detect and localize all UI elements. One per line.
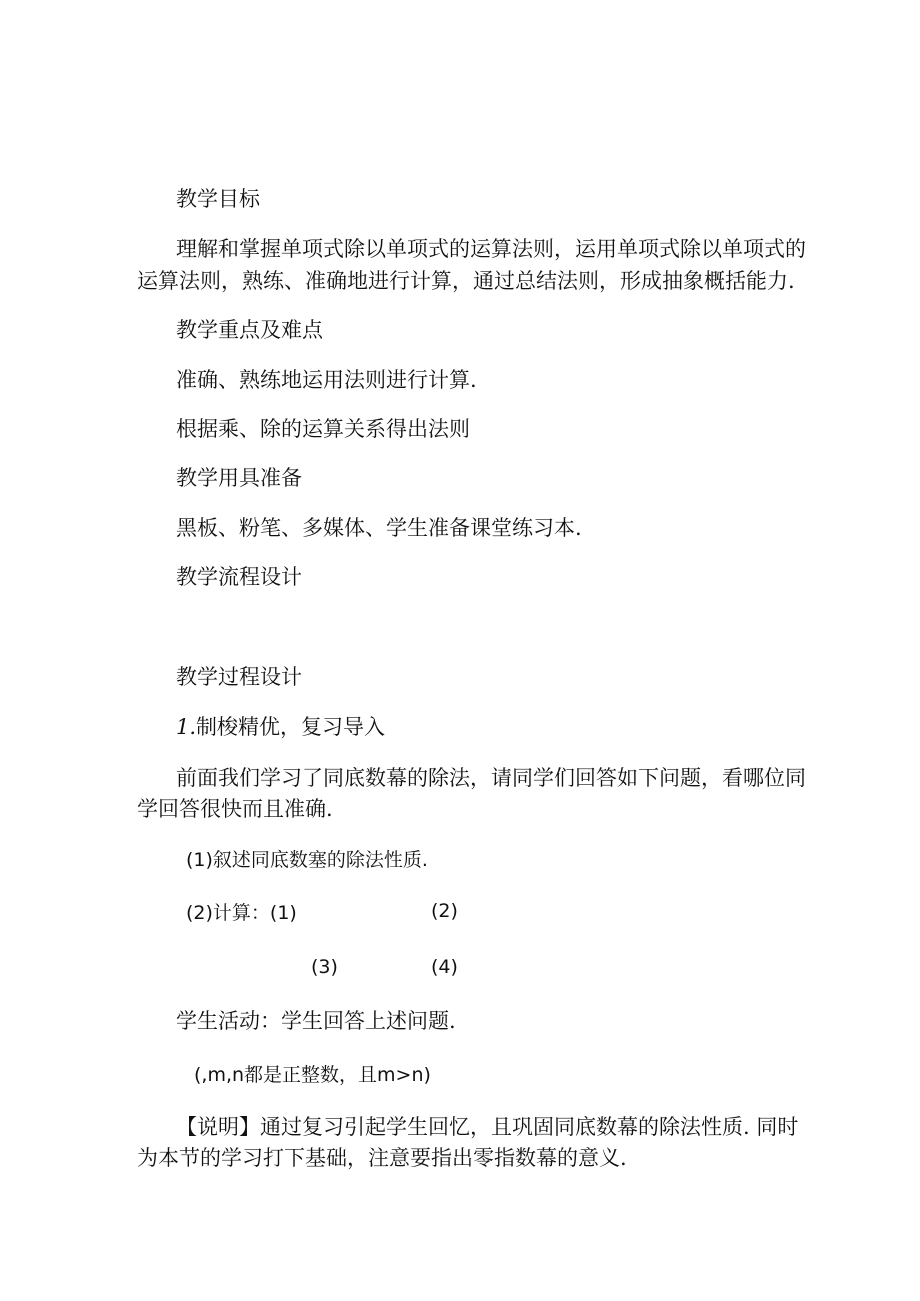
question-2-prefix <box>186 902 297 923</box>
heading-teaching-goal: 教学目标 <box>176 187 260 211</box>
goal-paragraph-line-2: 运算法则，熟练、准确地进行计算，通过总结法则，形成抽象概括能力. <box>137 269 795 293</box>
question-2-item-3: (3) <box>311 956 338 978</box>
explanation-line-2: 为本节的学习打下基础，注意要指出零指数幕的意义. <box>137 1146 627 1170</box>
intro-line-2: 学回答很快而且准确. <box>137 797 333 821</box>
explanation-line-1: 【说明】通过复习引起学生回忆，且巩固同底数幕的除法性质. 同时 <box>176 1115 799 1139</box>
section-1-text: 制梭精优，复习导入 <box>196 715 386 739</box>
question-1-text: (1)叙述同底数塞的除法性质. <box>186 849 428 871</box>
tools-list: 黑板、粉笔、多媒体、学生准备课堂练习本. <box>176 516 582 540</box>
heading-teaching-flow: 教学流程设计 <box>176 565 302 589</box>
condition-note <box>194 1064 431 1085</box>
question-2-item-2: (2) <box>431 900 458 922</box>
question-2-label: (2)计算： <box>186 902 270 924</box>
section-1-title <box>176 717 385 738</box>
key-point-2: 根据乘、除的运算关系得出法则 <box>176 417 470 441</box>
heading-key-points: 教学重点及难点 <box>176 318 323 342</box>
heading-teaching-tools: 教学用具准备 <box>176 466 302 490</box>
section-1-number: 1. <box>176 715 197 739</box>
goal-paragraph-line-1: 理解和掌握单项式除以单项式的运算法则，运用单项式除以单项式的 <box>176 237 806 261</box>
key-point-1: 准确、熟练地运用法则进行计算. <box>176 368 477 392</box>
condition-text: (,m,n都是正整数，且m>n) <box>194 1064 431 1086</box>
question-1 <box>186 849 428 870</box>
student-activity: 学生活动：学生回答上述问题. <box>176 1009 456 1033</box>
question-2-item-1: (1) <box>269 902 297 924</box>
question-2-item-4: (4) <box>431 956 458 978</box>
intro-line-1: 前面我们学习了同底数幕的除法，请同学们回答如下问题，看哪位同 <box>176 766 806 790</box>
heading-teaching-process: 教学过程设计 <box>176 665 302 689</box>
